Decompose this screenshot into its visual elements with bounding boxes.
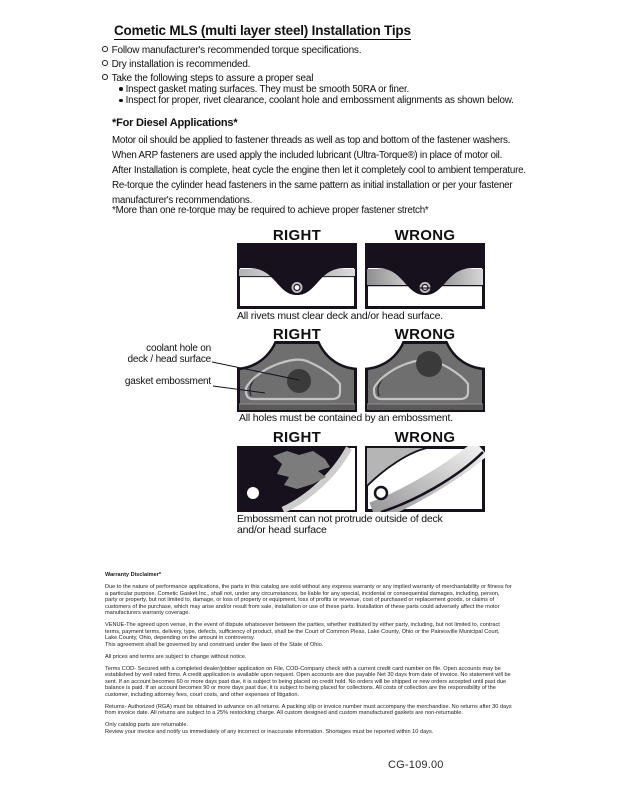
protrusion-wrong-diagram — [365, 446, 485, 512]
tip-text: Inspect gasket mating surfaces. They must be smooth 50RA or finer. — [125, 84, 409, 95]
bullet-icon — [102, 46, 108, 52]
list-item — [102, 44, 361, 58]
coolant-hole-annotation: coolant hole on deck / head surface — [127, 343, 211, 365]
rivet-right-diagram — [237, 243, 357, 309]
list-item — [119, 84, 514, 95]
row2-caption: All holes must be contained by an embossment. — [239, 412, 453, 424]
right-label-row2: RIGHT — [272, 326, 322, 343]
warranty-disclaimer-heading: Warranty Disclaimer* — [105, 572, 162, 578]
wrong-label-row2: WRONG — [394, 326, 456, 343]
right-label-row1: RIGHT — [272, 227, 322, 244]
page-title: Cometic MLS (multi layer steel) Installation Tips — [114, 23, 411, 38]
legal-section — [105, 572, 512, 741]
embossment-wrong-diagram — [365, 341, 485, 412]
list-item — [102, 58, 361, 72]
tip-text: Dry installation is recommended. — [111, 59, 251, 70]
diesel-heading: *For Diesel Applications* — [112, 117, 238, 129]
tips-sublist — [119, 84, 514, 106]
catalog-paragraph: Only catalog parts are returnable. Review your invoice and notify us immediately of any incorrect or inaccurate information. Shortages must be reported within 10 days. — [105, 722, 434, 735]
terms-paragraph: Terms COD- Secured with a completed dealer/jobber application on File, COD-Company check with a current credit card number on file. Open accounts may be established by well rated firms. A credit application is available upon request. Open accounts are due payable Net 30 days from date of invoice. No statement will be sent. If an account becomes 60 or more days past due, it is subject to being placed on credit hold. No orders will be shipped or new orders accepted until past due balance is paid. If an account becomes 90 or more days past due, it is subject to being placed for collections. All costs of collection are the responsibility of the customer, including attorney fees, court costs, and other expenses of litigation. — [105, 665, 511, 698]
rivet-wrong-diagram — [365, 243, 485, 309]
wrong-label-row3: WRONG — [394, 429, 456, 446]
venue-paragraph: VENUE-The agreed upon venue, in the event of dispute whatsoever between the parties, whether instituted by either party, including, but not limited to, contract terms, payment terms, delivery, type, defects, sufficiency of product, shall be the Court of Common Pleas, Lake County, Ohio or the Painesville Municipal Court, Lake County, Ohio, depending on the amount in controversy. This agreement shall be governed by and construed under the laws of the State of Ohio. — [105, 622, 500, 648]
prices-paragraph: All prices and terms are subject to change without notice. — [105, 653, 247, 660]
bullet-icon — [119, 87, 123, 91]
tips-list — [102, 44, 361, 86]
returns-paragraph: Returns- Authorized (RGA) must be obtained in advance on all returns. A packing slip or invoice number must accompany the merchandise. No returns after 30 days from invoice date. All returns are subject to a 25% restocking charge. All custom designed and custom manufactured gaskets are non-returnable. — [105, 703, 512, 716]
gasket-embossment-annotation: gasket embossment — [124, 376, 211, 387]
disclaimer-paragraph: Due to the nature of performance applications, the parts in this catalog are sold without any express warranty or any implied warranty of merchantability or fitness for a particular purpose. Cometic Gasket Inc., shall not, under any circumstances, be liable for any special, incidental or consequential damages, including, person, party or property, but not limited to, damage, or loss of property or equipment, loss of profits or revenue, cost of purchased or replacement goods, or claims of customers of the purchase, which may arise and/or result from sale, installation or use of these parts. Installation of these parts could adversely affect the motor manufacturers warranty coverage. — [105, 584, 512, 616]
embossment-right-diagram — [237, 341, 357, 412]
document-number: CG-109.00 — [388, 759, 444, 771]
tip-text: Follow manufacturer's recommended torque specifications. — [111, 45, 362, 56]
diesel-paragraph-1: Motor oil should be applied to fastener threads as well as top and bottom of the fastener washers. When ARP fasteners are used apply the included lubricant (Ultra-Torque®) in place of motor oil. — [112, 135, 511, 161]
retorque-note: *More than one re-torque may be required to achieve proper fastener stretch* — [112, 205, 429, 216]
protrusion-right-diagram — [237, 446, 357, 512]
row1-caption: All rivets must clear deck and/or head surface. — [237, 310, 443, 322]
bullet-icon — [102, 74, 108, 80]
diesel-paragraph-2: After Installation is complete, heat cycle the engine then let it completely cool to ambient temperature. Re-torque the cylinder head fasteners in the same pattern as initial installation or per your fastener manufacturer's recommendations. — [112, 165, 526, 206]
bullet-icon — [119, 99, 123, 103]
wrong-label-row1: WRONG — [394, 227, 456, 244]
right-label-row3: RIGHT — [272, 429, 322, 446]
tip-text: Take the following steps to assure a proper seal — [111, 73, 314, 84]
tip-text: Inspect for proper, rivet clearance, coolant hole and embossment alignments as shown below. — [125, 95, 514, 107]
bullet-icon — [102, 60, 108, 66]
row3-caption: Embossment can not protrude outside of deck and/or head surface — [237, 513, 443, 536]
list-item — [119, 95, 514, 106]
